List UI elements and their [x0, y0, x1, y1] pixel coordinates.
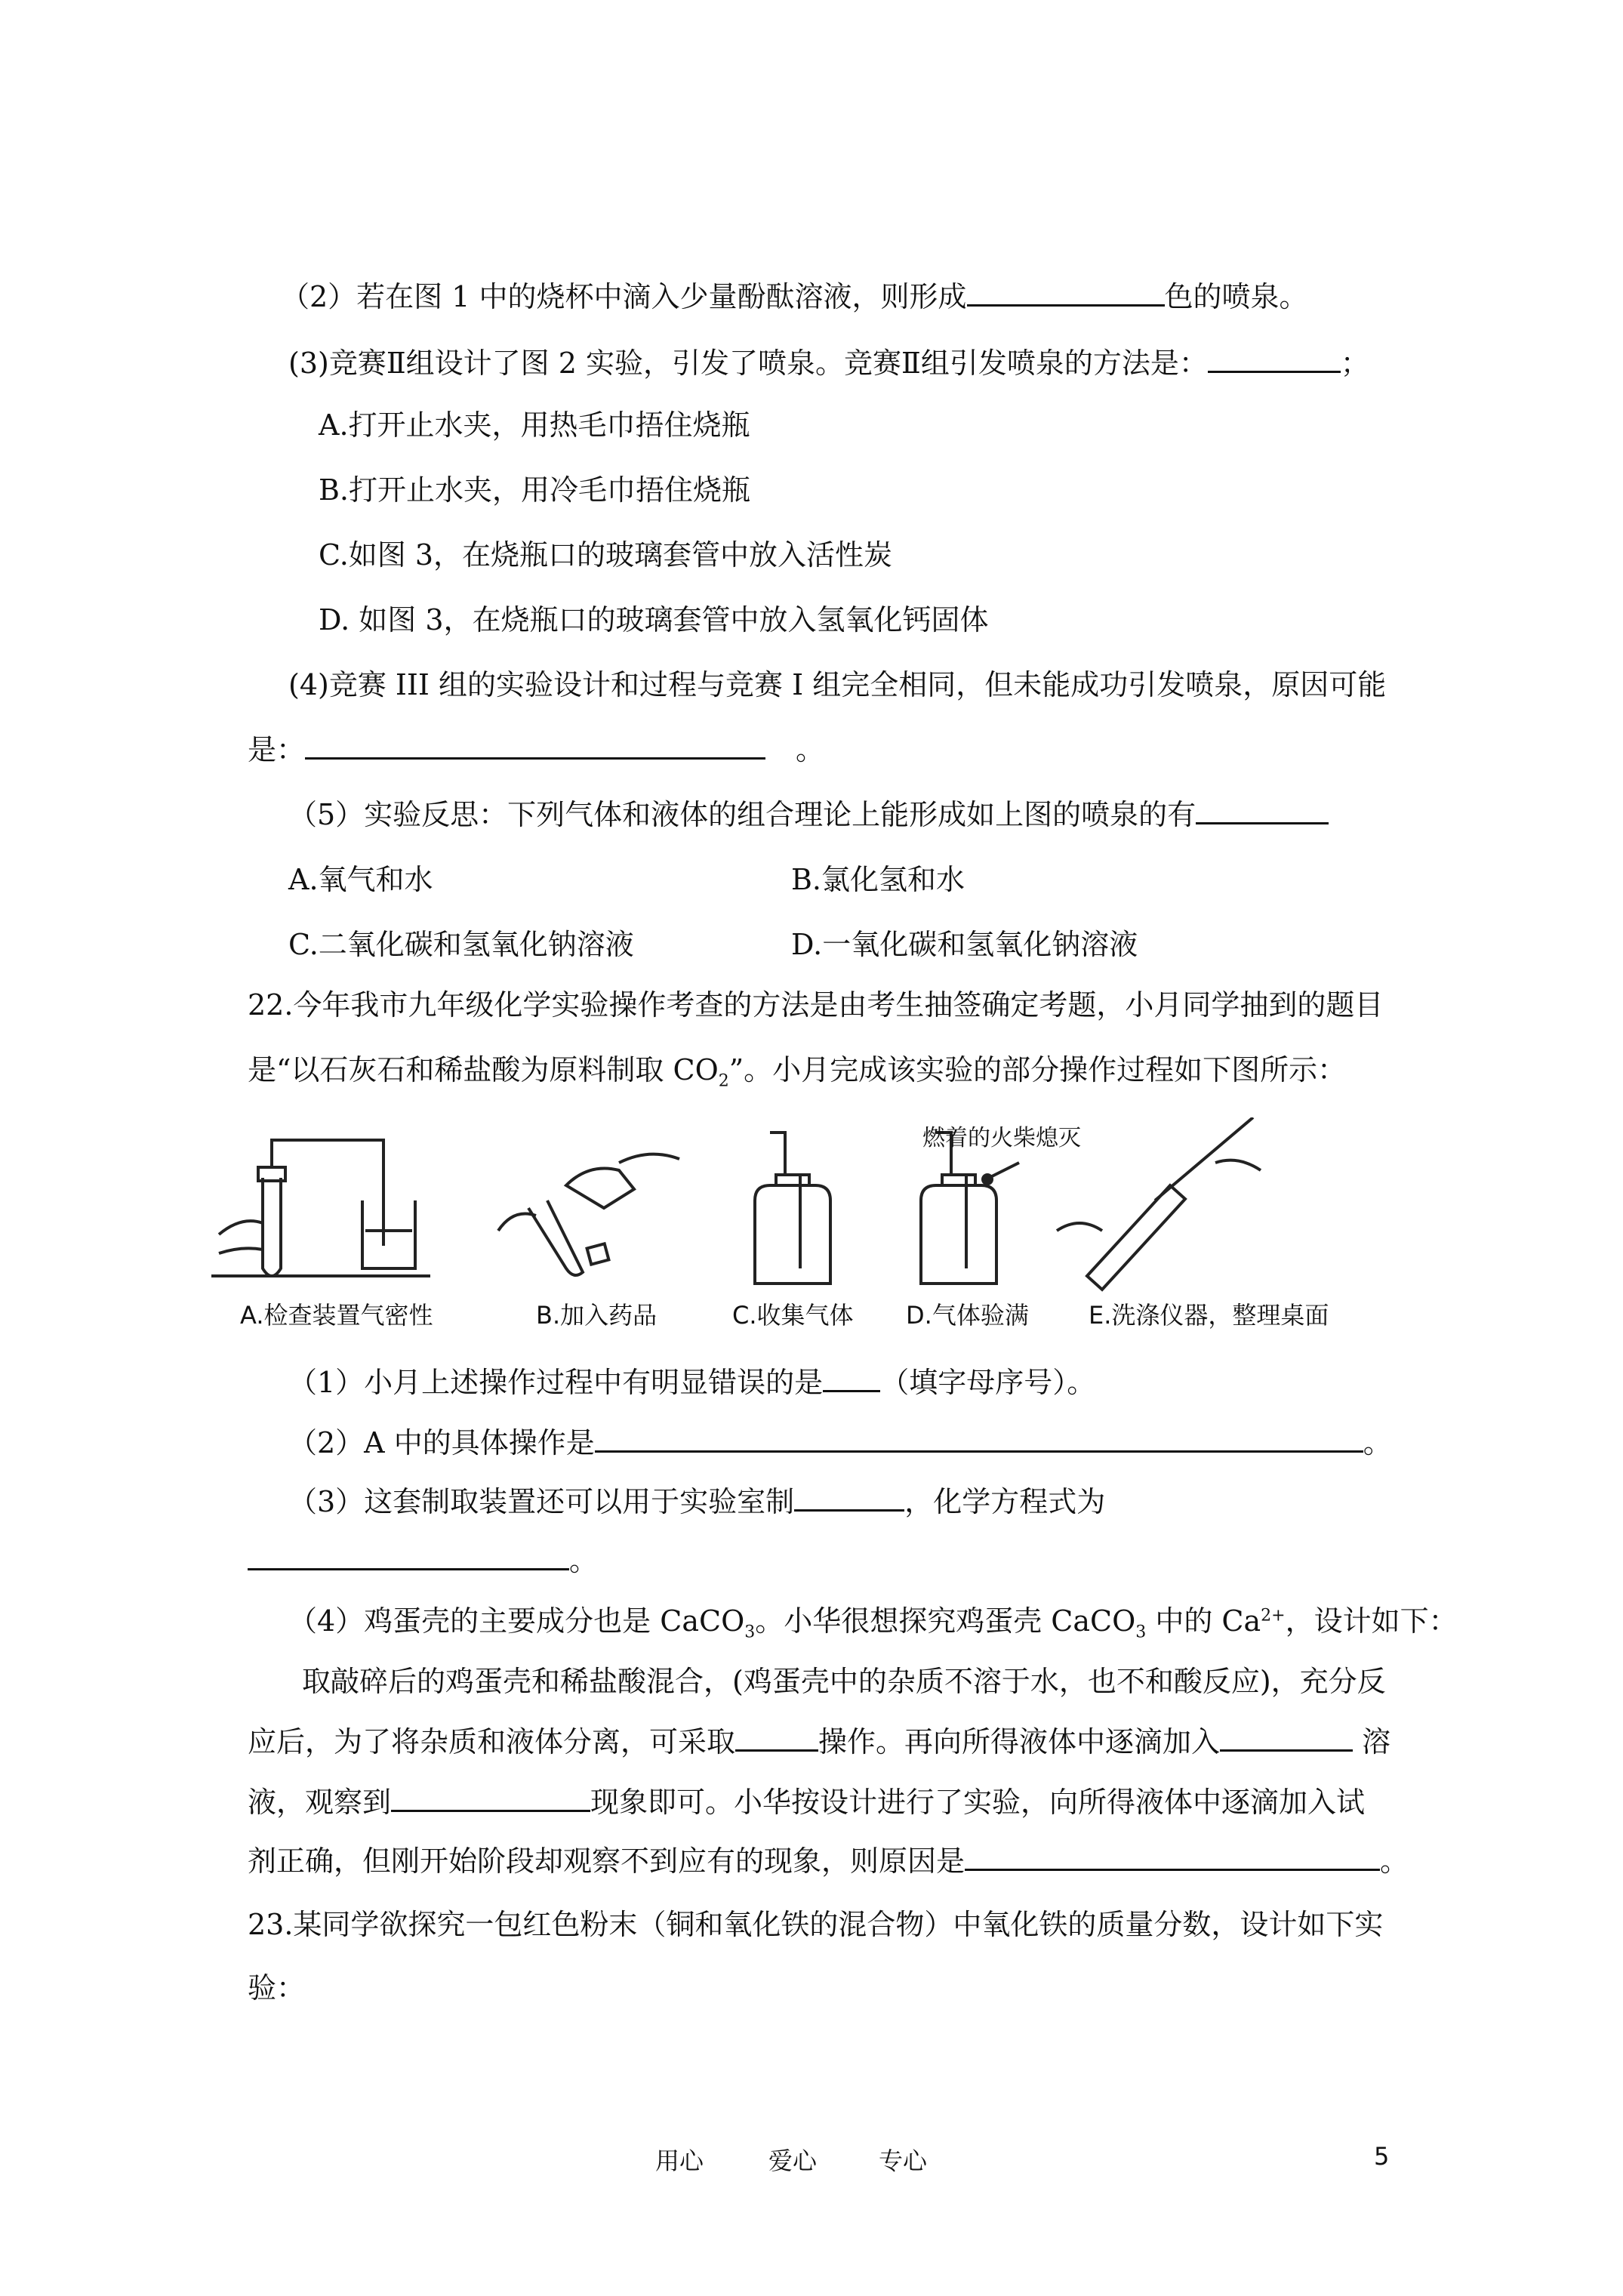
q21-part4-cont: 是： 。	[248, 733, 825, 766]
footer-mid: 爱心	[768, 2147, 818, 2175]
page-number: 5	[1374, 2142, 1390, 2171]
answer-blank[interactable]	[305, 735, 765, 760]
option-c: C.二氧化碳和氢氧化钠溶液	[288, 928, 634, 961]
q22-part4-text: 液，观察到 现象即可。小华按设计进行了实验，向所得液体中逐滴加入试	[248, 1786, 1366, 1819]
add-reagent-illustration	[498, 1154, 679, 1275]
answer-blank[interactable]	[1220, 1727, 1353, 1752]
figure-annotation: 燃着的火柴熄灭	[922, 1125, 1081, 1151]
answer-blank[interactable]	[391, 1787, 590, 1812]
option-b: B.氯化氢和水	[791, 863, 965, 896]
option-c: C.如图 3，在烧瓶口的玻璃套管中放入活性炭	[319, 538, 893, 572]
q22-part3: （3）这套制取装置还可以用于实验室制 ，化学方程式为	[288, 1485, 1106, 1518]
answer-blank[interactable]	[248, 1546, 569, 1570]
q22-part3-cont: 。	[248, 1543, 598, 1578]
answer-blank[interactable]	[823, 1367, 880, 1392]
q22-part4: （4）鸡蛋壳的主要成分也是 CaCO$_3$。小华很想探究鸡蛋壳 CaCO$_3$ 中的 $Ca^{2+}$，设计如下：	[288, 1604, 1458, 1642]
q22-part4-text: 剂正确，但刚开始阶段却观察不到应有的现象，则原因是 。	[248, 1845, 1409, 1878]
caption-a: A.检查装置气密性	[240, 1301, 433, 1330]
wash-instruments-illustration	[1057, 1117, 1261, 1290]
option-a: A.氧气和水	[288, 863, 433, 896]
caption-b: B.加入药品	[536, 1301, 658, 1330]
q23-stem: 23.某同学欲探究一包红色粉末（铜和氧化铁的混合物）中氧化铁的质量分数，设计如下实	[248, 1908, 1384, 1941]
answer-blank[interactable]	[965, 1846, 1380, 1871]
q22-part4-text: 应后，为了将杂质和液体分离，可采取 操作。再向所得液体中逐滴加入 溶	[248, 1725, 1391, 1758]
q21-part4: (4)竞赛 III 组的实验设计和过程与竞赛 I 组完全相同，但未能成功引发喷泉，原因可能	[288, 668, 1387, 701]
footer-right: 专心	[879, 2147, 928, 2175]
footer-left: 用心	[655, 2147, 704, 2175]
q22-stem: 22.今年我市九年级化学实验操作考查的方法是由考生抽签确定考题，小月同学抽到的题目	[248, 988, 1384, 1022]
q22-part2: （2）A 中的具体操作是 。	[288, 1426, 1392, 1459]
caption-d: D.气体验满	[906, 1301, 1029, 1330]
option-d: D. 如图 3，在烧瓶口的玻璃套管中放入氢氧化钙固体	[319, 603, 989, 636]
q22-stem-cont: 是“以石灰石和稀盐酸为原料制取 $CO_2$”。小月完成该实验的部分操作过程如下图所示：	[248, 1053, 1347, 1091]
q21-part2: （2）若在图 1 中的烧杯中滴入少量酚酞溶液，则形成 色的喷泉。	[281, 280, 1308, 313]
answer-blank[interactable]	[1208, 348, 1341, 373]
q21-part3: (3)竞赛Ⅱ组设计了图 2 实验，引发了喷泉。竞赛Ⅱ组引发喷泉的方法是： ；	[288, 347, 1369, 380]
caption-e: E.洗涤仪器，整理桌面	[1089, 1301, 1329, 1330]
option-b: B.打开止水夹，用冷毛巾捂住烧瓶	[319, 473, 751, 507]
check-full-illustration	[921, 1133, 1019, 1284]
answer-blank[interactable]	[735, 1727, 818, 1752]
q22-part1: （1）小月上述操作过程中有明显错误的是 （填字母序号）。	[288, 1366, 1096, 1399]
answer-blank[interactable]	[1196, 800, 1329, 824]
answer-blank[interactable]	[967, 282, 1165, 307]
collect-gas-illustration	[755, 1133, 830, 1284]
caption-c: C.收集气体	[732, 1301, 854, 1330]
option-a: A.打开止水夹，用热毛巾捂住烧瓶	[319, 408, 750, 442]
airtightness-check-illustration	[211, 1140, 430, 1276]
q21-part5: （5）实验反思：下列气体和液体的组合理论上能形成如上图的喷泉的有	[288, 797, 1329, 832]
answer-blank[interactable]	[595, 1428, 1363, 1453]
q23-stem-cont: 验：	[248, 1971, 306, 2005]
answer-blank[interactable]	[794, 1487, 904, 1512]
q22-part4-text: 取敲碎后的鸡蛋壳和稀盐酸混合，(鸡蛋壳中的杂质不溶于水，也不和酸反应)，充分反	[302, 1665, 1386, 1698]
option-d: D.一氧化碳和氢氧化钠溶液	[791, 928, 1138, 961]
